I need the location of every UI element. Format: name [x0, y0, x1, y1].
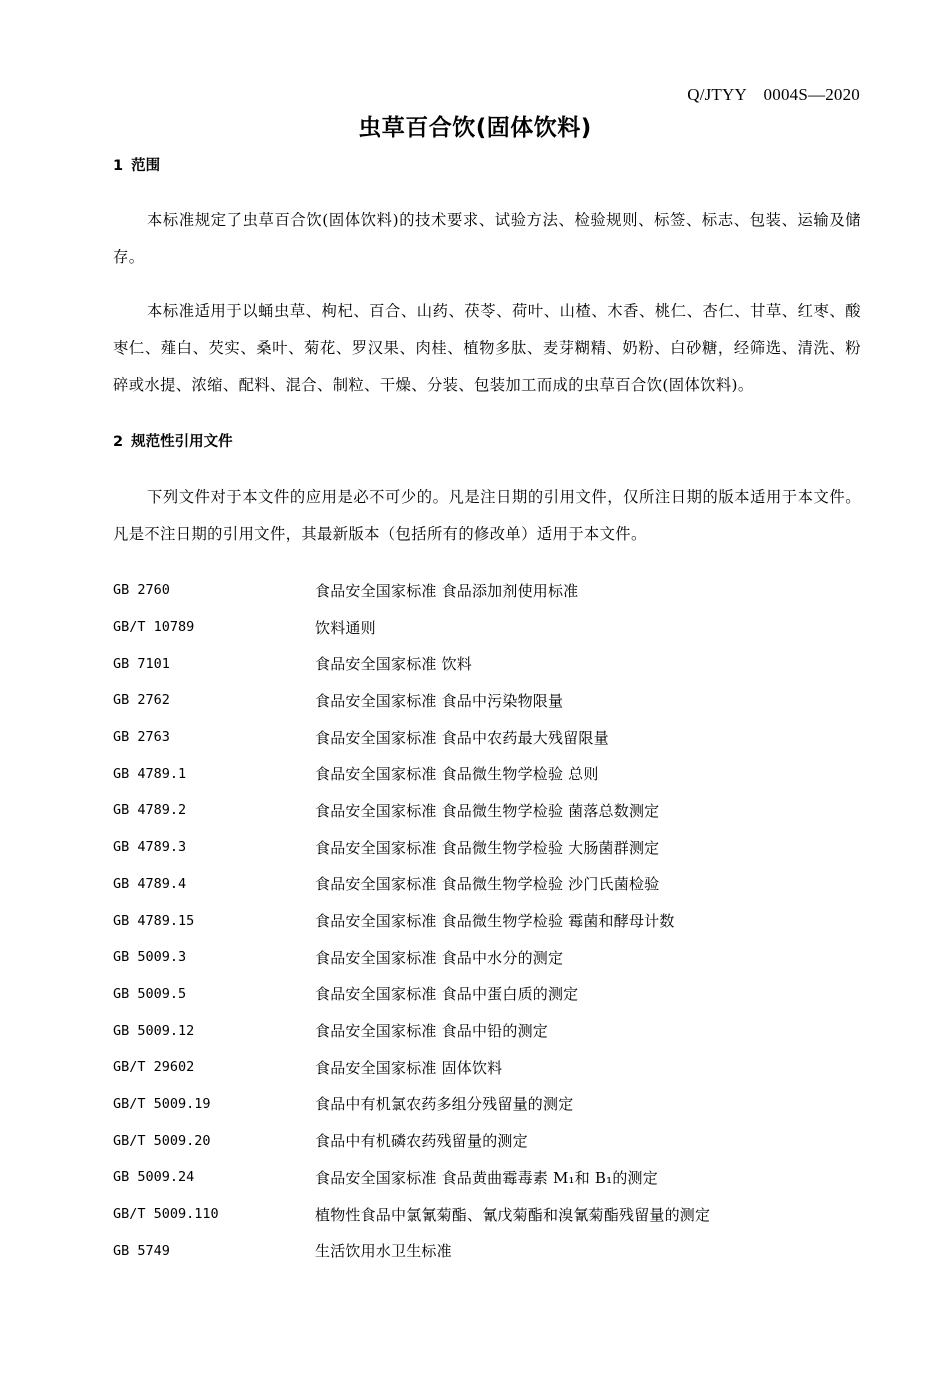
reference-title: 植物性食品中氯氰菊酯、氰戊菊酯和溴氰菊酯残留量的测定	[315, 1205, 711, 1224]
reference-title: 食品安全国家标准 食品黄曲霉毒素 M₁和 B₁的测定	[315, 1168, 658, 1187]
reference-row	[113, 1086, 873, 1123]
reference-row	[113, 902, 873, 939]
reference-code: GB 5749	[113, 1242, 170, 1259]
reference-code: GB 4789.4	[113, 875, 187, 892]
reference-code: GB 4789.3	[113, 839, 187, 856]
reference-code: GB/T 5009.110	[113, 1206, 219, 1223]
reference-title: 食品安全国家标准 食品微生物学检验 菌落总数测定	[315, 801, 660, 820]
reference-title: 饮料通则	[315, 618, 376, 637]
reference-code: GB/T 5009.20	[113, 1132, 211, 1149]
section-1-title: 范围	[131, 158, 161, 174]
reference-row	[113, 1159, 873, 1196]
reference-title: 食品中有机氯农药多组分残留量的测定	[315, 1095, 574, 1114]
reference-title: 食品安全国家标准 饮料	[315, 655, 472, 674]
reference-code: GB 4789.1	[113, 765, 187, 782]
reference-title: 食品安全国家标准 食品中污染物限量	[315, 691, 564, 710]
section-2-number: 2	[113, 434, 124, 450]
reference-row	[113, 1049, 873, 1086]
reference-title: 食品安全国家标准 食品微生物学检验 霉菌和酵母计数	[315, 912, 675, 931]
reference-row	[113, 609, 873, 646]
reference-code: GB/T 29602	[113, 1059, 195, 1076]
reference-code: GB/T 10789	[113, 619, 195, 636]
document-title: 虫草百合饮(固体饮料)	[358, 115, 592, 141]
reference-row	[113, 1122, 873, 1159]
reference-title: 食品安全国家标准 食品中农药最大残留限量	[315, 728, 609, 747]
section-2-heading	[113, 430, 233, 451]
reference-code: GB 5009.5	[113, 985, 187, 1002]
reference-row	[113, 1232, 873, 1269]
reference-row	[113, 645, 873, 682]
standard-code: Q/JTYY 0004S—2020	[687, 85, 860, 104]
section-1-paragraph-2: 本标准适用于以蛹虫草、枸杞、百合、山药、茯苓、荷叶、山楂、木香、桃仁、杏仁、甘草、红枣、酸枣仁、薤白、芡实、桑叶、菊花、罗汉果、肉桂、植物多肽、麦芽糊精、奶粉、白砂糖，经筛选、清洗、粉碎或水提、浓缩、配料、混合、制粒、干燥、分装、包装加工而成的虫草百合饮(固体饮料)。	[113, 302, 861, 394]
reference-code: GB 5009.3	[113, 949, 187, 966]
reference-title: 食品安全国家标准 固体饮料	[315, 1058, 503, 1077]
reference-title: 食品安全国家标准 食品中铅的测定	[315, 1022, 548, 1041]
reference-row	[113, 792, 873, 829]
section-2-title: 规范性引用文件	[131, 434, 233, 450]
reference-code: GB 4789.15	[113, 912, 195, 929]
reference-code: GB 5009.12	[113, 1022, 195, 1039]
reference-title: 生活饮用水卫生标准	[315, 1242, 452, 1261]
reference-title: 食品安全国家标准 食品微生物学检验 总则	[315, 765, 599, 784]
reference-row	[113, 829, 873, 866]
reference-title: 食品安全国家标准 食品微生物学检验 沙门氏菌检验	[315, 875, 660, 894]
reference-list	[113, 572, 873, 1269]
reference-title: 食品安全国家标准 食品微生物学检验 大肠菌群测定	[315, 838, 660, 857]
reference-row	[113, 1196, 873, 1233]
reference-row	[113, 682, 873, 719]
reference-code: GB 2763	[113, 729, 170, 746]
reference-code: GB 5009.24	[113, 1169, 195, 1186]
reference-title: 食品安全国家标准 食品添加剂使用标准	[315, 581, 579, 600]
reference-code: GB 2762	[113, 692, 170, 709]
reference-row	[113, 719, 873, 756]
reference-code: GB 7101	[113, 655, 170, 672]
reference-code: GB 4789.2	[113, 802, 187, 819]
reference-title: 食品安全国家标准 食品中水分的测定	[315, 948, 564, 967]
reference-row	[113, 572, 873, 609]
section-1-paragraph-1: 本标准规定了虫草百合饮(固体饮料)的技术要求、试验方法、检验规则、标签、标志、包装、运输及储存。	[113, 211, 861, 266]
reference-row	[113, 755, 873, 792]
reference-title: 食品中有机磷农药残留量的测定	[315, 1132, 528, 1151]
reference-title: 食品安全国家标准 食品中蛋白质的测定	[315, 985, 579, 1004]
reference-code: GB 2760	[113, 582, 170, 599]
reference-row	[113, 1012, 873, 1049]
reference-code: GB/T 5009.19	[113, 1095, 211, 1112]
reference-row	[113, 866, 873, 903]
section-2-paragraph-1: 下列文件对于本文件的应用是必不可少的。凡是注日期的引用文件，仅所注日期的版本适用于本文件。凡是不注日期的引用文件，其最新版本（包括所有的修改单）适用于本文件。	[113, 488, 861, 543]
section-1-heading	[113, 154, 160, 175]
section-1-number: 1	[113, 158, 124, 174]
reference-row	[113, 939, 873, 976]
reference-row	[113, 976, 873, 1013]
